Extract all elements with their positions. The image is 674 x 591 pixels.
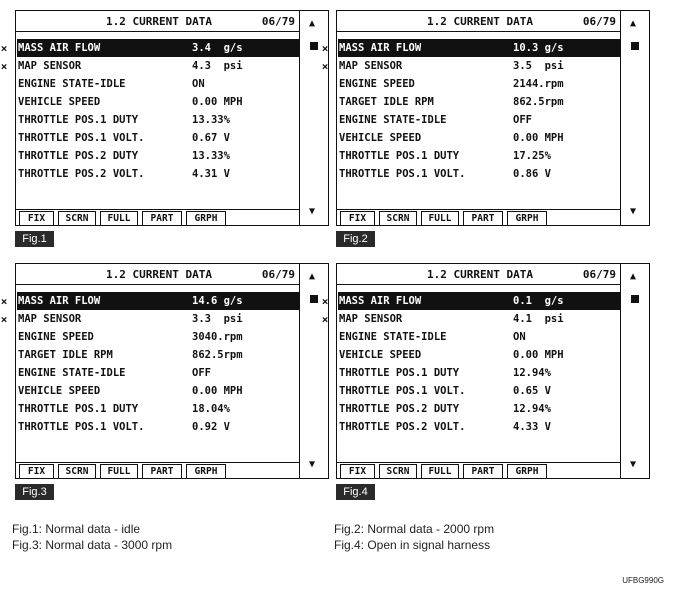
row-value: 862.5rpm — [192, 349, 243, 361]
row-label: MASS AIR FLOW — [339, 42, 422, 54]
screen-title: 1.2 CURRENT DATA — [106, 268, 212, 281]
data-row[interactable] — [16, 165, 299, 183]
screen-title: 1.2 CURRENT DATA — [106, 15, 212, 28]
row-label: ENGINE STATE-IDLE — [18, 78, 126, 90]
screen-header — [337, 11, 620, 32]
figure-label: Fig.2 — [336, 231, 375, 247]
row-value: OFF — [513, 114, 532, 126]
row-value: 0.00 MPH — [192, 96, 243, 108]
row-value: 13.33% — [192, 150, 230, 162]
screen-header — [16, 264, 299, 285]
row-label: VEHICLE SPEED — [18, 96, 101, 108]
selected-mark-icon: × — [321, 295, 329, 308]
row-value: 12.94% — [513, 403, 551, 415]
scanner-panel-fig3 — [0, 263, 329, 498]
row-label: MAP SENSOR — [339, 60, 403, 72]
row-label: THROTTLE POS.1 DUTY — [18, 114, 139, 126]
data-row[interactable] — [337, 382, 620, 400]
scrn-button[interactable]: SCRN — [58, 211, 96, 226]
row-label: MAP SENSOR — [18, 313, 82, 325]
scroll-thumb-icon[interactable] — [310, 295, 318, 303]
caption-fig4: Fig.4: Open in signal harness — [334, 538, 491, 552]
data-row[interactable] — [321, 39, 620, 57]
data-row[interactable] — [16, 382, 299, 400]
scanner-screen — [0, 10, 329, 226]
scroll-thumb-icon[interactable] — [631, 42, 639, 50]
row-value: 4.3 psi — [192, 60, 243, 72]
row-label: THROTTLE POS.1 VOLT. — [18, 421, 145, 433]
fix-button[interactable]: FIX — [19, 211, 54, 226]
screen-header — [337, 264, 620, 285]
full-button[interactable]: FULL — [100, 211, 138, 226]
row-value: 0.00 MPH — [513, 349, 564, 361]
row-label: VEHICLE SPEED — [18, 385, 101, 397]
row-label: THROTTLE POS.1 DUTY — [339, 367, 460, 379]
grph-button[interactable]: GRPH — [507, 464, 547, 479]
row-label: THROTTLE POS.2 DUTY — [339, 403, 460, 415]
row-value: 0.00 MPH — [513, 132, 564, 144]
scrn-button[interactable]: SCRN — [379, 464, 417, 479]
selected-mark-icon: × — [0, 295, 8, 308]
data-row[interactable] — [16, 364, 299, 382]
row-value: 12.94% — [513, 367, 551, 379]
arrow-down-icon[interactable]: ▼ — [309, 206, 316, 217]
scroll-thumb-icon[interactable] — [631, 295, 639, 303]
data-row[interactable] — [16, 75, 299, 93]
selected-mark-icon: × — [0, 42, 8, 55]
row-value: 4.1 psi — [513, 313, 564, 325]
row-label: THROTTLE POS.1 VOLT. — [339, 385, 466, 397]
data-row[interactable] — [0, 292, 299, 310]
figure-label: Fig.4 — [336, 484, 375, 500]
row-label: THROTTLE POS.1 VOLT. — [18, 132, 145, 144]
row-value: ON — [192, 78, 205, 90]
row-value: 0.65 V — [513, 385, 551, 397]
data-row[interactable] — [337, 418, 620, 436]
data-row[interactable] — [337, 364, 620, 382]
data-row[interactable] — [337, 93, 620, 111]
page-counter: 06/79 — [582, 15, 616, 28]
row-value: 4.31 V — [192, 168, 230, 180]
data-row[interactable] — [0, 310, 299, 328]
row-value: 17.25% — [513, 150, 551, 162]
row-label: MASS AIR FLOW — [18, 42, 101, 54]
row-label: MAP SENSOR — [18, 60, 82, 72]
row-value: 4.33 V — [513, 421, 551, 433]
row-label: ENGINE STATE-IDLE — [18, 367, 126, 379]
data-row[interactable] — [16, 346, 299, 364]
grph-button[interactable]: GRPH — [186, 464, 226, 479]
data-row[interactable] — [337, 328, 620, 346]
scroll-thumb-icon[interactable] — [310, 42, 318, 50]
row-value: 0.00 MPH — [192, 385, 243, 397]
row-label: THROTTLE POS.1 DUTY — [339, 150, 460, 162]
data-row[interactable] — [337, 129, 620, 147]
row-label: THROTTLE POS.2 VOLT. — [339, 421, 466, 433]
row-label: THROTTLE POS.2 VOLT. — [18, 168, 145, 180]
grph-button[interactable]: GRPH — [186, 211, 226, 226]
full-button[interactable]: FULL — [100, 464, 138, 479]
scrn-button[interactable]: SCRN — [379, 211, 417, 226]
row-label: THROTTLE POS.1 VOLT. — [339, 168, 466, 180]
arrow-up-icon[interactable]: ▲ — [309, 18, 316, 29]
row-value: 0.67 V — [192, 132, 230, 144]
grph-button[interactable]: GRPH — [507, 211, 547, 226]
full-button[interactable]: FULL — [421, 211, 459, 226]
arrow-down-icon[interactable]: ▼ — [309, 459, 316, 470]
data-row[interactable] — [16, 129, 299, 147]
row-label: ENGINE STATE-IDLE — [339, 114, 447, 126]
row-value: 3040.rpm — [192, 331, 243, 343]
scanner-panel-fig2 — [321, 10, 650, 245]
data-list — [0, 39, 299, 183]
row-label: TARGET IDLE RPM — [18, 349, 113, 361]
data-row[interactable] — [16, 328, 299, 346]
full-button[interactable]: FULL — [421, 464, 459, 479]
figure-label: Fig.3 — [15, 484, 54, 500]
row-label: ENGINE SPEED — [339, 78, 415, 90]
fix-button[interactable]: FIX — [19, 464, 54, 479]
arrow-up-icon[interactable]: ▲ — [630, 271, 637, 282]
arrow-down-icon[interactable]: ▼ — [630, 459, 637, 470]
caption-fig3: Fig.3: Normal data - 3000 rpm — [12, 538, 173, 552]
row-value: 0.86 V — [513, 168, 551, 180]
arrow-up-icon[interactable]: ▲ — [630, 18, 637, 29]
selected-mark-icon: × — [321, 42, 329, 55]
scanner-panel-fig4 — [321, 263, 650, 498]
row-value: 13.33% — [192, 114, 230, 126]
page-counter: 06/79 — [261, 15, 295, 28]
scrn-button[interactable]: SCRN — [58, 464, 96, 479]
softkey-bar — [16, 462, 299, 479]
scrollbar[interactable] — [620, 11, 650, 225]
document-code: UFBG990G — [622, 576, 664, 585]
arrow-down-icon[interactable]: ▼ — [630, 206, 637, 217]
fix-button[interactable]: FIX — [340, 464, 375, 479]
screen-title: 1.2 CURRENT DATA — [427, 268, 533, 281]
part-button[interactable]: PART — [142, 211, 182, 226]
scanner-screen — [321, 10, 650, 226]
row-value: 3.5 psi — [513, 60, 564, 72]
row-label: VEHICLE SPEED — [339, 349, 422, 361]
row-value: 18.04% — [192, 403, 230, 415]
data-row[interactable] — [321, 310, 620, 328]
arrow-up-icon[interactable]: ▲ — [309, 271, 316, 282]
selected-mark-icon: × — [0, 313, 8, 326]
row-value: 14.6 g/s — [192, 295, 243, 307]
row-label: ENGINE SPEED — [18, 331, 94, 343]
data-list — [321, 292, 620, 436]
row-label: MASS AIR FLOW — [18, 295, 101, 307]
row-value: 862.5rpm — [513, 96, 564, 108]
figure-label: Fig.1 — [15, 231, 54, 247]
row-value: 0.1 g/s — [513, 295, 564, 307]
row-value: 0.92 V — [192, 421, 230, 433]
row-label: MASS AIR FLOW — [339, 295, 422, 307]
row-label: THROTTLE POS.1 DUTY — [18, 403, 139, 415]
data-row[interactable] — [337, 147, 620, 165]
row-label: VEHICLE SPEED — [339, 132, 422, 144]
screen-title: 1.2 CURRENT DATA — [427, 15, 533, 28]
row-value: 3.4 g/s — [192, 42, 243, 54]
data-list — [0, 292, 299, 436]
screen-header — [16, 11, 299, 32]
row-label: ENGINE STATE-IDLE — [339, 331, 447, 343]
fix-button[interactable]: FIX — [340, 211, 375, 226]
scanner-screen — [0, 263, 329, 479]
row-label: THROTTLE POS.2 DUTY — [18, 150, 139, 162]
data-row[interactable] — [337, 111, 620, 129]
row-value: 3.3 psi — [192, 313, 243, 325]
selected-mark-icon: × — [321, 313, 329, 326]
data-row[interactable] — [321, 57, 620, 75]
data-row[interactable] — [337, 165, 620, 183]
data-row[interactable] — [16, 111, 299, 129]
data-row[interactable] — [337, 75, 620, 93]
data-row[interactable] — [16, 93, 299, 111]
selected-mark-icon: × — [321, 60, 329, 73]
data-row[interactable] — [16, 147, 299, 165]
scanner-panel-fig1 — [0, 10, 329, 245]
data-row[interactable] — [321, 292, 620, 310]
page-counter: 06/79 — [582, 268, 616, 281]
row-value: 10.3 g/s — [513, 42, 564, 54]
selected-mark-icon: × — [0, 60, 8, 73]
softkey-bar — [337, 462, 620, 479]
data-row[interactable] — [337, 346, 620, 364]
part-button[interactable]: PART — [463, 464, 503, 479]
row-value: OFF — [192, 367, 211, 379]
row-value: 2144.rpm — [513, 78, 564, 90]
data-row[interactable] — [16, 418, 299, 436]
scrollbar[interactable] — [620, 264, 650, 478]
row-value: ON — [513, 331, 526, 343]
data-row[interactable] — [16, 400, 299, 418]
row-label: MAP SENSOR — [339, 313, 403, 325]
softkey-bar — [337, 209, 620, 226]
data-row[interactable] — [0, 57, 299, 75]
part-button[interactable]: PART — [142, 464, 182, 479]
caption-fig1: Fig.1: Normal data - idle — [12, 522, 141, 536]
data-list — [321, 39, 620, 183]
caption-fig2: Fig.2: Normal data - 2000 rpm — [334, 522, 495, 536]
page-counter: 06/79 — [261, 268, 295, 281]
data-row[interactable] — [0, 39, 299, 57]
part-button[interactable]: PART — [463, 211, 503, 226]
softkey-bar — [16, 209, 299, 226]
row-label: TARGET IDLE RPM — [339, 96, 434, 108]
data-row[interactable] — [337, 400, 620, 418]
scanner-screen — [321, 263, 650, 479]
